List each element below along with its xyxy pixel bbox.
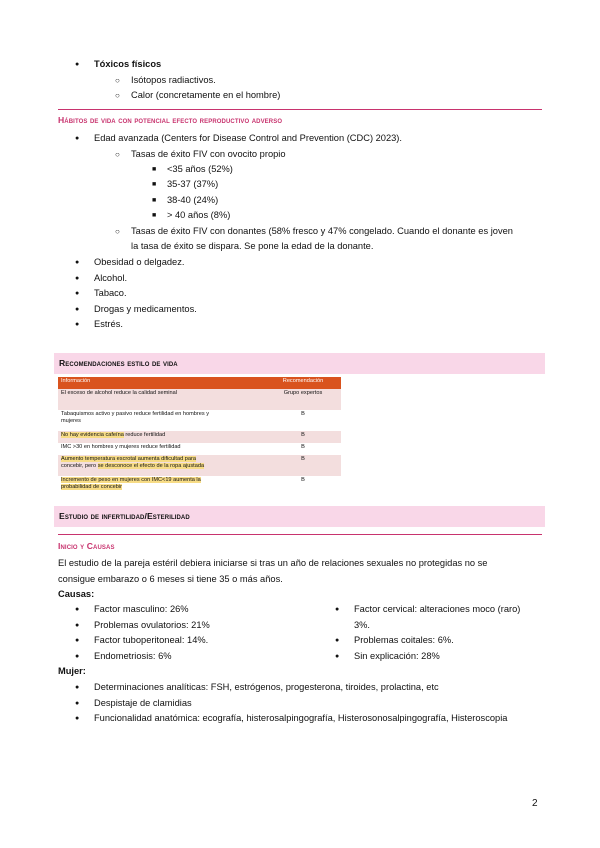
recomendaciones-heading: Recomendaciones estilo de vida	[59, 358, 178, 368]
table-cell: reduce fertilidad	[123, 432, 166, 438]
habitos-heading: Hábitos de vida con potencial efecto reproductivo adverso	[58, 115, 283, 125]
table-cell: Grupo expertos	[265, 389, 341, 410]
table-cell: B	[265, 476, 341, 497]
page-number: 2	[532, 798, 538, 809]
table-cell: B	[265, 443, 341, 455]
toxicos-title: ● Tóxicos físicos	[94, 58, 161, 71]
list-item: ● Funcionalidad anatómica: ecografía, histerosalpingografía, Histerosonosalpingografía, Histeroscopia	[94, 712, 507, 725]
table-cell: IMC >30 en hombres y mujeres reduce fertilidad	[61, 444, 181, 450]
list-item: ○ Tasas de éxito FIV con ovocito propio	[131, 148, 286, 161]
list-item-continuation: 3%.	[354, 620, 371, 630]
table-cell: El exceso de alcohol reduce la calidad seminal	[61, 390, 177, 396]
highlighted-text: se desconoce el efecto de la ropa ajustada	[97, 463, 205, 469]
causas-label: Causas:	[58, 589, 95, 599]
highlighted-text: Aumento temperatura escrotal aumenta dificultad para	[61, 456, 196, 462]
list-item: ○ Isótopos radiactivos.	[131, 74, 216, 87]
table-row	[58, 431, 341, 443]
inicio-heading: Inicio y Causas	[58, 541, 115, 551]
table-row	[58, 476, 341, 497]
list-item: ● Despistaje de clamidias	[94, 697, 192, 710]
list-item: ● Factor cervical: alteraciones moco (raro)	[354, 603, 520, 616]
highlighted-text: Incremento de peso en mujeres con IMC<19 aumenta la	[61, 477, 201, 483]
mujer-label: Mujer:	[58, 666, 86, 676]
table-header: Recomendación	[265, 377, 341, 389]
list-item: ● Obesidad o delgadez.	[94, 256, 184, 269]
list-item: ○ Calor (concretamente en el hombre)	[131, 89, 280, 102]
list-item: ● Endometriosis: 6%	[94, 650, 172, 663]
table-cell: B	[265, 455, 341, 476]
intro-text: El estudio de la pareja estéril debiera iniciarse si tras un año de relaciones sexuales no protegidas no se	[58, 558, 488, 568]
table-header: Información	[58, 377, 265, 389]
list-item: ● Problemas ovulatorios: 21%	[94, 619, 210, 632]
table-cell: B	[265, 431, 341, 443]
list-item: ● Tabaco.	[94, 287, 127, 300]
table-row	[58, 443, 341, 455]
table-cell: mujeres	[61, 418, 81, 424]
estudio-band	[54, 506, 545, 527]
highlighted-text: probabilidad de concebir	[61, 484, 122, 490]
section-divider	[58, 534, 542, 535]
list-item: ● Alcohol.	[94, 272, 127, 285]
recomendaciones-band	[54, 353, 545, 374]
table-row	[58, 410, 341, 431]
list-item: ■ 35-37 (37%)	[167, 178, 218, 191]
list-item: ● Estrés.	[94, 318, 123, 331]
list-item: ● Factor masculino: 26%	[94, 603, 189, 616]
table-row	[58, 455, 341, 476]
recommendations-table	[58, 377, 341, 497]
table-row	[58, 389, 341, 410]
list-item: ○ Tasas de éxito FIV con donantes (58% fresco y 47% congelado. Cuando el donante es joven	[131, 225, 513, 238]
list-item: ■ 38-40 (24%)	[167, 194, 218, 207]
list-item: ■ > 40 años (8%)	[167, 209, 230, 222]
estudio-heading: Estudio de infertilidad/Esterilidad	[59, 511, 190, 521]
list-item: ● Problemas coitales: 6%.	[354, 634, 454, 647]
table-cell: concebir, pero	[61, 463, 98, 469]
table-cell: B	[265, 410, 341, 431]
list-item: ● Determinaciones analíticas: FSH, estrógenos, progesterona, tiroides, prolactina, etc	[94, 681, 439, 694]
list-item: ● Sin explicación: 28%	[354, 650, 440, 663]
table-cell: Tabaquismos activo y pasivo reduce fertilidad en hombres y	[61, 411, 209, 417]
highlighted-text: No hay evidencia cafeína	[61, 432, 124, 438]
section-divider	[58, 109, 542, 110]
list-item-continuation: la tasa de éxito se dispara. Se pone la edad de la donante.	[131, 241, 374, 251]
list-item: ● Edad avanzada (Centers for Disease Control and Prevention (CDC) 2023).	[94, 132, 402, 145]
list-item: ● Factor tuboperitoneal: 14%.	[94, 634, 208, 647]
list-item: ■ <35 años (52%)	[167, 163, 233, 176]
list-item: ● Drogas y medicamentos.	[94, 303, 197, 316]
intro-text: consigue embarazo o 6 meses si tiene 35 o más años.	[58, 574, 283, 584]
